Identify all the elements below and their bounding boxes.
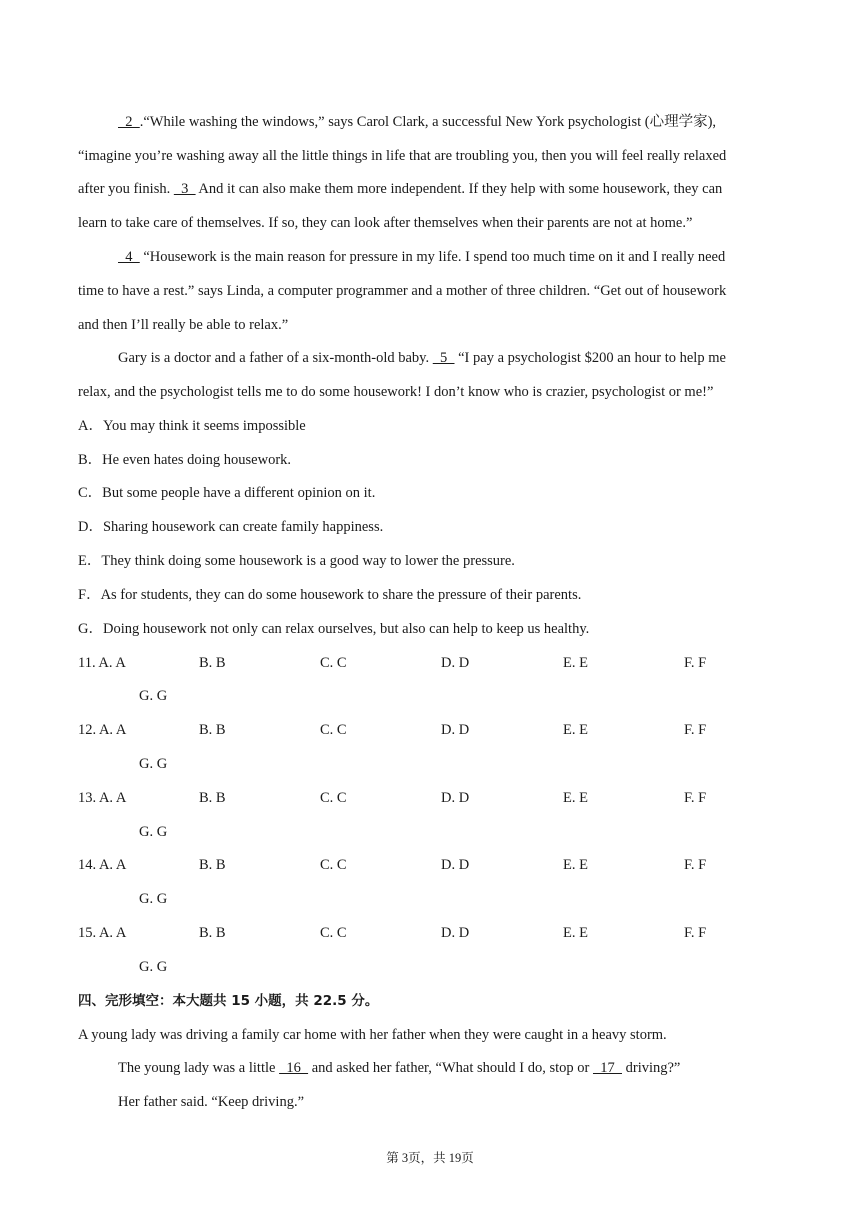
choice-b[interactable]: B. B — [199, 857, 226, 873]
passage-text: and asked her father, “What should I do, stop or — [308, 1060, 593, 1076]
choice-d[interactable]: D. D — [441, 790, 470, 806]
choice-d[interactable]: D. D — [441, 925, 470, 941]
choice-g[interactable]: G. G — [139, 756, 168, 772]
choice-g[interactable]: G. G — [139, 824, 168, 840]
choice-e[interactable]: E. E — [563, 790, 588, 806]
passage-line: time to have a rest.” says Linda, a computer programmer and a mother of three children. “Get out of housework — [78, 283, 727, 299]
choice-f[interactable]: F. F — [684, 722, 707, 738]
passage-line: A young lady was driving a family car home with her father when they were caught in a heavy storm. — [78, 1027, 667, 1043]
choice-b[interactable]: B. B — [199, 655, 226, 671]
passage-text: The young lady was a little — [118, 1060, 280, 1076]
choice-c[interactable]: C. C — [320, 790, 347, 806]
passage-line: relax, and the psychologist tells me to do some housework! I don’t know who is crazier, psychologist or me!” — [78, 384, 714, 400]
choice-a[interactable]: 13. A. A — [78, 790, 127, 806]
option-d: D．Sharing housework can create family happiness. — [78, 519, 384, 535]
answer-blank: 2 — [118, 114, 140, 130]
option-g: G．Doing housework not only can relax ourselves, but also can help to keep us healthy. — [78, 621, 590, 637]
page-footer: 第 3页，共 19页 — [386, 1151, 474, 1165]
option-a: A．You may think it seems impossible — [78, 418, 306, 434]
passage-text: after you finish. — [78, 181, 174, 197]
option-e: E．They think doing some housework is a good way to lower the pressure. — [78, 553, 515, 569]
option-f: F．As for students, they can do some housework to share the pressure of their parents. — [78, 587, 582, 603]
answer-blank: 5 — [432, 350, 455, 366]
choice-d[interactable]: D. D — [441, 655, 470, 671]
choice-g[interactable]: G. G — [139, 959, 168, 975]
choice-f[interactable]: F. F — [684, 790, 707, 806]
choice-b[interactable]: B. B — [199, 722, 226, 738]
choice-f[interactable]: F. F — [684, 857, 707, 873]
choice-e[interactable]: E. E — [563, 925, 588, 941]
choice-c[interactable]: C. C — [320, 722, 347, 738]
passage-line: Her father said. “Keep driving.” — [118, 1094, 305, 1110]
choice-d[interactable]: D. D — [441, 857, 470, 873]
choice-e[interactable]: E. E — [563, 655, 588, 671]
answer-blank: 17 — [592, 1060, 622, 1076]
answer-blank: 4 — [118, 249, 140, 265]
passage-line: learn to take care of themselves. If so, they can look after themselves when their parents are not at home.” — [78, 215, 693, 231]
section-title: 四、完形填空：本大题共 15 小题，共 22.5 分。 — [78, 993, 379, 1009]
passage-text: And it can also make them more independent. If they help with some housework, they can — [195, 181, 723, 197]
choice-e[interactable]: E. E — [563, 722, 588, 738]
passage-text: driving?” — [621, 1060, 681, 1076]
answer-blank: 3 — [173, 181, 196, 197]
answer-blank: 16 — [279, 1060, 309, 1076]
choice-b[interactable]: B. B — [199, 790, 226, 806]
choice-e[interactable]: E. E — [563, 857, 588, 873]
option-c: C．But some people have a different opinion on it. — [78, 485, 376, 501]
passage-line — [118, 112, 716, 132]
passage-text: .“While washing the windows,” says Carol Clark, a successful New York psychologist (心理学家), — [139, 114, 717, 130]
choice-a[interactable]: 14. A. A — [78, 857, 127, 873]
passage-text: “I pay a psychologist $200 an hour to help me — [454, 350, 726, 366]
choice-b[interactable]: B. B — [199, 925, 226, 941]
option-b: B．He even hates doing housework. — [78, 452, 292, 468]
passage-line: and then I’ll really be able to relax.” — [78, 317, 289, 333]
choice-c[interactable]: C. C — [320, 857, 347, 873]
choice-g[interactable]: G. G — [139, 891, 168, 907]
choice-f[interactable]: F. F — [684, 925, 707, 941]
choice-c[interactable]: C. C — [320, 925, 347, 941]
choice-a[interactable]: 15. A. A — [78, 925, 127, 941]
choice-d[interactable]: D. D — [441, 722, 470, 738]
choice-g[interactable]: G. G — [139, 688, 168, 704]
passage-line: “imagine you’re washing away all the little things in life that are troubling you, then you will feel really relaxed — [78, 148, 727, 164]
passage-line — [118, 247, 725, 267]
passage-line — [118, 348, 726, 368]
choice-a[interactable]: 12. A. A — [78, 722, 127, 738]
choice-c[interactable]: C. C — [320, 655, 347, 671]
choice-a[interactable]: 11. A. A — [78, 655, 126, 671]
passage-line — [118, 1058, 680, 1078]
passage-line — [78, 179, 722, 199]
passage-text: Gary is a doctor and a father of a six-month-old baby. — [118, 350, 433, 366]
choice-f[interactable]: F. F — [684, 655, 707, 671]
passage-text: “Housework is the main reason for pressure in my life. I spend too much time on it and I really need — [139, 249, 726, 265]
